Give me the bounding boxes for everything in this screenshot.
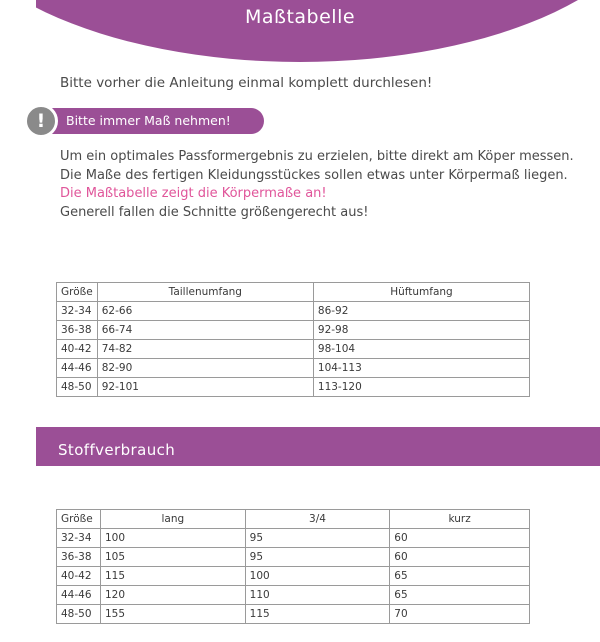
size-cell: 40-42 <box>57 567 101 586</box>
table-header-row <box>57 510 530 529</box>
table-row <box>57 567 530 586</box>
long-cell: 120 <box>100 586 245 605</box>
table-row <box>57 340 530 359</box>
size-cell: 36-38 <box>57 321 98 340</box>
three-quarter-cell: 95 <box>245 529 390 548</box>
long-cell: 155 <box>100 605 245 624</box>
waist-cell: 92-101 <box>97 378 313 397</box>
table-row <box>57 529 530 548</box>
table-row <box>57 586 530 605</box>
size-table <box>56 282 530 397</box>
fabric-table-header-3: kurz <box>390 510 530 529</box>
waist-cell: 62-66 <box>97 302 313 321</box>
size-table-header-1: Taillenumfang <box>97 283 313 302</box>
short-cell: 70 <box>390 605 530 624</box>
short-cell: 65 <box>390 586 530 605</box>
page-title: Maßtabelle <box>244 6 356 28</box>
three-quarter-cell: 100 <box>245 567 390 586</box>
table-row <box>57 359 530 378</box>
short-cell: 60 <box>390 548 530 567</box>
three-quarter-cell: 115 <box>245 605 390 624</box>
table-row <box>57 378 530 397</box>
paragraph-line-4: Generell fallen die Schnitte größengerecht aus! <box>60 204 369 220</box>
size-table-header-2: Hüftumfang <box>313 283 529 302</box>
hip-cell: 104-113 <box>313 359 529 378</box>
size-table-header-0: Größe <box>57 283 98 302</box>
notice-text: Bitte immer Maß nehmen! <box>66 113 231 128</box>
hip-cell: 86-92 <box>313 302 529 321</box>
fabric-consumption-table <box>56 509 530 624</box>
waist-cell: 82-90 <box>97 359 313 378</box>
long-cell: 115 <box>100 567 245 586</box>
paragraph-line-1: Um ein optimales Passformergebnis zu erzielen, bitte direkt am Köper messen. <box>60 149 574 164</box>
size-cell: 44-46 <box>57 359 98 378</box>
table-row <box>57 321 530 340</box>
fabric-table-header-0: Größe <box>57 510 101 529</box>
size-cell: 48-50 <box>57 378 98 397</box>
waist-cell: 74-82 <box>97 340 313 359</box>
three-quarter-cell: 110 <box>245 586 390 605</box>
short-cell: 60 <box>390 529 530 548</box>
table-row <box>57 548 530 567</box>
long-cell: 100 <box>100 529 245 548</box>
waist-cell: 66-74 <box>97 321 313 340</box>
size-cell: 32-34 <box>57 529 101 548</box>
hip-cell: 113-120 <box>313 378 529 397</box>
size-cell: 44-46 <box>57 586 101 605</box>
hip-cell: 98-104 <box>313 340 529 359</box>
fabric-table-header-1: lang <box>100 510 245 529</box>
short-cell: 65 <box>390 567 530 586</box>
hip-cell: 92-98 <box>313 321 529 340</box>
paragraph-line-3-highlight: Die Maßtabelle zeigt die Körpermaße an! <box>60 186 327 201</box>
three-quarter-cell: 95 <box>245 548 390 567</box>
table-header-row <box>57 283 530 302</box>
size-cell: 32-34 <box>57 302 98 321</box>
size-cell: 40-42 <box>57 340 98 359</box>
exclamation-icon: ! <box>24 104 58 138</box>
instruction-paragraph <box>60 148 574 222</box>
table-row <box>57 302 530 321</box>
long-cell: 105 <box>100 548 245 567</box>
fabric-table-header-2: 3/4 <box>245 510 390 529</box>
left-margin-band <box>0 0 36 642</box>
table-row <box>57 605 530 624</box>
section-title-fabric: Stoffverbrauch <box>58 441 176 459</box>
size-cell: 36-38 <box>57 548 101 567</box>
size-cell: 48-50 <box>57 605 101 624</box>
intro-instruction: Bitte vorher die Anleitung einmal komplett durchlesen! <box>60 75 433 91</box>
paragraph-line-2: Die Maße des fertigen Kleidungsstückes sollen etwas unter Körpermaß liegen. <box>60 167 568 183</box>
